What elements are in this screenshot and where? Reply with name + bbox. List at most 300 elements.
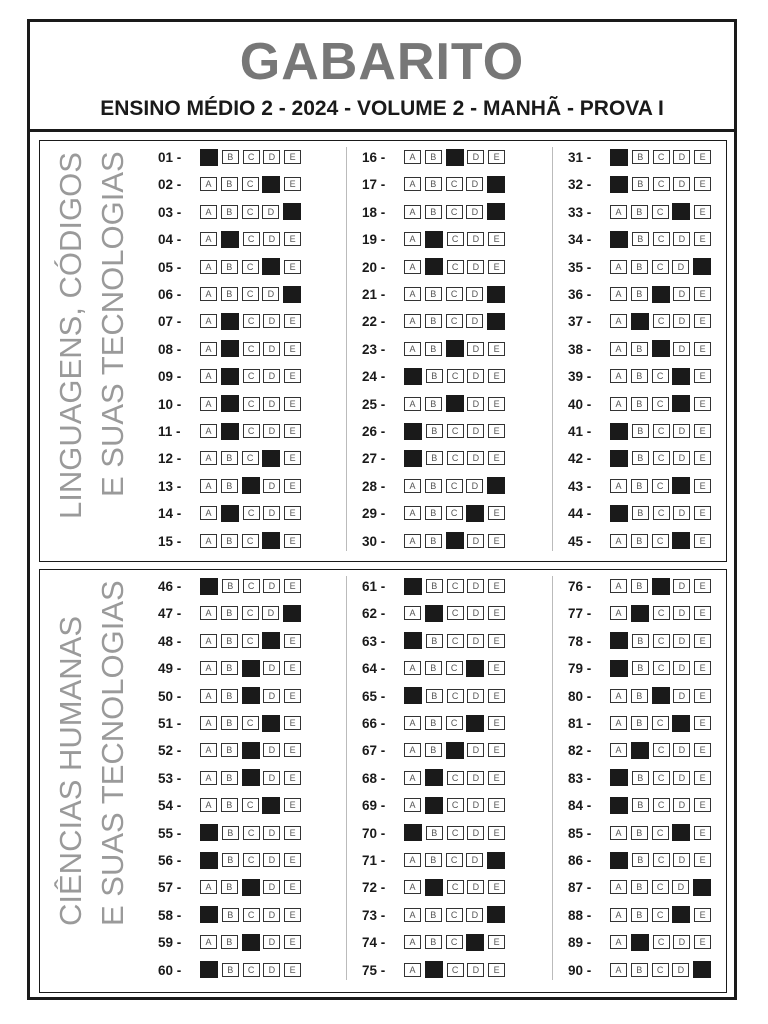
option-box: D xyxy=(466,853,483,867)
answer-options xyxy=(610,826,715,844)
option-box: A xyxy=(404,177,421,191)
option-box: C xyxy=(243,369,260,383)
question-number: 83 - xyxy=(568,770,592,786)
option-box: E xyxy=(284,479,301,493)
option-box: A xyxy=(200,798,217,812)
option-box: B xyxy=(631,579,648,593)
option-box: B xyxy=(426,451,443,465)
answer-options xyxy=(404,798,509,816)
marked-answer-box xyxy=(262,532,280,549)
marked-answer-box xyxy=(404,824,422,841)
option-box: E xyxy=(694,771,711,785)
option-box: B xyxy=(631,369,648,383)
question-number: 74 - xyxy=(362,935,386,951)
option-box: A xyxy=(404,342,421,356)
question-number: 89 - xyxy=(568,935,592,951)
option-box: A xyxy=(200,397,217,411)
option-box: B xyxy=(632,451,649,465)
option-box: A xyxy=(200,534,217,548)
option-box: A xyxy=(404,534,421,548)
option-box: B xyxy=(632,798,649,812)
option-box: C xyxy=(447,771,464,785)
option-box: A xyxy=(404,880,421,894)
answer-options xyxy=(200,798,305,816)
answer-options xyxy=(610,397,715,415)
option-box: D xyxy=(673,314,690,328)
option-box: B xyxy=(221,716,238,730)
option-box: B xyxy=(221,534,238,548)
option-box: B xyxy=(632,506,649,520)
answer-options xyxy=(200,634,305,652)
answer-options xyxy=(404,205,509,223)
question-number: 25 - xyxy=(362,396,386,412)
option-box: D xyxy=(466,314,483,328)
option-box: C xyxy=(653,606,670,620)
option-box: C xyxy=(447,689,464,703)
option-box: E xyxy=(694,369,711,383)
option-box: D xyxy=(263,369,280,383)
option-box: B xyxy=(221,606,238,620)
marked-answer-box xyxy=(262,258,280,275)
answer-options xyxy=(404,424,509,442)
marked-answer-box xyxy=(652,286,670,303)
option-box: C xyxy=(447,798,464,812)
option-box: B xyxy=(426,579,443,593)
answer-options xyxy=(610,232,715,250)
option-box: B xyxy=(631,205,648,219)
option-box: D xyxy=(263,908,280,922)
option-box: A xyxy=(610,369,627,383)
answer-options xyxy=(610,743,715,761)
marked-answer-box xyxy=(652,578,670,595)
question-number: 38 - xyxy=(568,341,592,357)
option-box: E xyxy=(694,743,711,757)
option-box: B xyxy=(222,853,239,867)
marked-answer-box xyxy=(672,203,690,220)
marked-answer-box xyxy=(672,477,690,494)
question-number: 15 - xyxy=(158,533,182,549)
option-box: C xyxy=(446,177,463,191)
option-box: C xyxy=(653,451,670,465)
option-box: E xyxy=(488,397,505,411)
answer-options xyxy=(404,314,509,332)
option-box: E xyxy=(694,314,711,328)
marked-answer-box xyxy=(283,605,301,622)
marked-answer-box xyxy=(262,176,280,193)
option-box: C xyxy=(446,908,463,922)
option-box: C xyxy=(243,150,260,164)
question-number: 40 - xyxy=(568,396,592,412)
question-number: 86 - xyxy=(568,853,592,868)
option-box: B xyxy=(222,963,239,977)
option-box: E xyxy=(694,287,711,301)
option-box: B xyxy=(425,534,442,548)
option-box: A xyxy=(404,150,421,164)
question-number: 81 - xyxy=(568,716,592,731)
option-box: A xyxy=(200,661,217,675)
option-box: B xyxy=(221,771,238,785)
option-box: C xyxy=(447,451,464,465)
question-number: 21 - xyxy=(362,287,386,302)
question-number: 37 - xyxy=(568,314,592,330)
option-box: D xyxy=(263,743,280,757)
option-box: B xyxy=(425,661,442,675)
option-box: A xyxy=(610,397,627,411)
answer-options xyxy=(200,232,305,250)
option-box: A xyxy=(404,716,421,730)
option-box: D xyxy=(467,689,484,703)
option-box: D xyxy=(263,689,280,703)
option-box: E xyxy=(284,826,301,840)
column-divider xyxy=(346,576,347,980)
marked-answer-box xyxy=(242,769,260,786)
option-box: E xyxy=(284,661,301,675)
option-box: C xyxy=(446,661,463,675)
option-box: C xyxy=(446,853,463,867)
section-ciencias-humanas xyxy=(39,569,727,993)
marked-answer-box xyxy=(425,769,443,786)
question-number: 17 - xyxy=(362,177,386,193)
question-number: 11 - xyxy=(158,424,181,439)
answer-options xyxy=(404,506,509,524)
section-label-line1: CIÊNCIAS HUMANAS xyxy=(53,615,88,926)
answer-options xyxy=(610,963,715,981)
option-box: A xyxy=(404,743,421,757)
option-box: A xyxy=(200,689,217,703)
marked-answer-box xyxy=(487,313,505,330)
answer-options xyxy=(200,935,305,953)
option-box: A xyxy=(404,935,421,949)
option-box: E xyxy=(488,451,505,465)
marked-answer-box xyxy=(242,742,260,759)
option-box: B xyxy=(221,451,238,465)
option-box: A xyxy=(404,853,421,867)
marked-answer-box xyxy=(446,149,464,166)
option-box: A xyxy=(200,935,217,949)
option-box: E xyxy=(284,908,301,922)
option-box: A xyxy=(200,634,217,648)
marked-answer-box xyxy=(631,605,649,622)
option-box: B xyxy=(425,853,442,867)
answer-options xyxy=(610,716,715,734)
answer-options xyxy=(610,908,715,926)
answer-options xyxy=(610,853,715,871)
option-box: A xyxy=(404,479,421,493)
option-box: D xyxy=(672,260,689,274)
option-box: D xyxy=(467,798,484,812)
marked-answer-box xyxy=(466,505,484,522)
option-box: E xyxy=(284,342,301,356)
answer-options xyxy=(200,260,305,278)
option-box: D xyxy=(263,232,280,246)
question-number: 27 - xyxy=(362,451,386,467)
question-number: 48 - xyxy=(158,633,182,649)
marked-answer-box xyxy=(693,258,711,275)
header xyxy=(30,22,734,132)
option-box: A xyxy=(610,534,627,548)
option-box: B xyxy=(426,369,443,383)
answer-options xyxy=(610,798,715,816)
question-number: 67 - xyxy=(362,743,386,759)
answer-options xyxy=(610,369,715,387)
marked-answer-box xyxy=(631,313,649,330)
option-box: C xyxy=(243,424,260,438)
question-number: 16 - xyxy=(362,150,386,165)
option-box: B xyxy=(221,205,238,219)
option-box: C xyxy=(243,853,260,867)
marked-answer-box xyxy=(262,632,280,649)
question-number: 39 - xyxy=(568,369,592,385)
question-number: 55 - xyxy=(158,825,182,841)
question-number: 42 - xyxy=(568,451,592,467)
option-box: A xyxy=(610,716,627,730)
option-box: C xyxy=(243,397,260,411)
option-box: B xyxy=(222,150,239,164)
option-box: A xyxy=(200,880,217,894)
option-box: E xyxy=(284,771,301,785)
option-box: B xyxy=(222,908,239,922)
option-box: D xyxy=(467,424,484,438)
option-box: D xyxy=(467,743,484,757)
option-box: C xyxy=(653,798,670,812)
answer-options xyxy=(200,716,305,734)
question-number: 57 - xyxy=(158,880,182,896)
answer-options xyxy=(200,689,305,707)
option-box: E xyxy=(488,232,505,246)
option-box: E xyxy=(694,935,711,949)
option-box: A xyxy=(610,606,627,620)
marked-answer-box xyxy=(487,906,505,923)
marked-answer-box xyxy=(652,340,670,357)
marked-answer-box xyxy=(610,450,628,467)
option-box: C xyxy=(653,634,670,648)
option-box: B xyxy=(425,205,442,219)
question-number: 34 - xyxy=(568,232,592,248)
option-box: C xyxy=(446,205,463,219)
marked-answer-box xyxy=(693,961,711,978)
option-box: D xyxy=(263,150,280,164)
option-box: D xyxy=(263,826,280,840)
option-box: D xyxy=(263,661,280,675)
marked-answer-box xyxy=(446,742,464,759)
marked-answer-box xyxy=(672,715,690,732)
option-box: C xyxy=(652,205,669,219)
marked-answer-box xyxy=(262,450,280,467)
marked-answer-box xyxy=(221,395,239,412)
option-box: C xyxy=(242,287,259,301)
option-box: B xyxy=(426,634,443,648)
option-box: C xyxy=(243,826,260,840)
option-box: C xyxy=(652,397,669,411)
option-box: C xyxy=(243,232,260,246)
answer-options xyxy=(404,150,509,168)
option-box: C xyxy=(652,260,669,274)
marked-answer-box xyxy=(610,660,628,677)
option-box: C xyxy=(243,314,260,328)
option-box: E xyxy=(694,689,711,703)
option-box: D xyxy=(263,771,280,785)
option-box: E xyxy=(488,369,505,383)
option-box: D xyxy=(467,606,484,620)
question-number: 28 - xyxy=(362,478,386,494)
marked-answer-box xyxy=(631,742,649,759)
option-box: A xyxy=(404,908,421,922)
answer-options xyxy=(610,287,715,305)
option-box: A xyxy=(200,451,217,465)
option-box: B xyxy=(425,342,442,356)
answer-options xyxy=(404,935,509,953)
option-box: D xyxy=(467,150,484,164)
question-number: 13 - xyxy=(158,478,182,494)
marked-answer-box xyxy=(610,231,628,248)
option-box: A xyxy=(200,479,217,493)
option-box: D xyxy=(467,771,484,785)
option-box: C xyxy=(653,424,670,438)
marked-answer-box xyxy=(262,797,280,814)
option-box: C xyxy=(447,260,464,274)
question-number: 07 - xyxy=(158,314,182,330)
option-box: C xyxy=(446,506,463,520)
option-box: A xyxy=(610,689,627,703)
option-box: D xyxy=(673,743,690,757)
option-box: E xyxy=(694,424,711,438)
option-box: B xyxy=(425,150,442,164)
option-box: E xyxy=(694,534,711,548)
answer-options xyxy=(404,606,509,624)
option-box: A xyxy=(200,606,217,620)
option-box: E xyxy=(488,506,505,520)
option-box: A xyxy=(610,826,627,840)
answer-options xyxy=(404,689,509,707)
marked-answer-box xyxy=(487,203,505,220)
option-box: E xyxy=(284,397,301,411)
option-box: A xyxy=(404,798,421,812)
option-box: C xyxy=(652,479,669,493)
option-box: B xyxy=(631,963,648,977)
option-box: B xyxy=(221,798,238,812)
question-number: 60 - xyxy=(158,962,182,978)
option-box: B xyxy=(426,424,443,438)
option-box: A xyxy=(200,506,217,520)
marked-answer-box xyxy=(221,423,239,440)
answer-options xyxy=(404,743,509,761)
question-number: 30 - xyxy=(362,533,386,549)
option-box: B xyxy=(631,534,648,548)
option-box: B xyxy=(631,826,648,840)
marked-answer-box xyxy=(446,395,464,412)
answer-options xyxy=(200,880,305,898)
answer-options xyxy=(200,150,305,168)
answer-options xyxy=(610,424,715,442)
option-box: A xyxy=(404,260,421,274)
option-box: D xyxy=(673,853,690,867)
option-box: C xyxy=(243,963,260,977)
option-box: C xyxy=(653,743,670,757)
option-box: C xyxy=(652,963,669,977)
section-label xyxy=(40,141,150,561)
option-box: A xyxy=(200,369,217,383)
question-number: 78 - xyxy=(568,633,592,649)
option-box: E xyxy=(488,424,505,438)
option-box: D xyxy=(262,205,279,219)
option-box: B xyxy=(425,314,442,328)
option-box: D xyxy=(263,963,280,977)
marked-answer-box xyxy=(242,934,260,951)
option-box: E xyxy=(694,798,711,812)
option-box: B xyxy=(222,826,239,840)
section-linguagens xyxy=(39,140,727,562)
option-box: A xyxy=(610,963,627,977)
marked-answer-box xyxy=(425,258,443,275)
option-box: B xyxy=(425,716,442,730)
option-box: E xyxy=(694,661,711,675)
option-box: E xyxy=(284,853,301,867)
option-box: D xyxy=(466,908,483,922)
marked-answer-box xyxy=(200,824,218,841)
marked-answer-box xyxy=(242,660,260,677)
marked-answer-box xyxy=(242,477,260,494)
marked-answer-box xyxy=(672,368,690,385)
answer-options xyxy=(200,826,305,844)
question-number: 52 - xyxy=(158,743,182,759)
option-box: E xyxy=(694,397,711,411)
marked-answer-box xyxy=(283,286,301,303)
option-box: E xyxy=(284,880,301,894)
option-box: E xyxy=(488,798,505,812)
answer-options xyxy=(200,451,305,469)
answer-options xyxy=(404,963,509,981)
option-box: D xyxy=(673,798,690,812)
answer-options xyxy=(610,451,715,469)
option-box: E xyxy=(488,579,505,593)
option-box: E xyxy=(488,534,505,548)
option-box: A xyxy=(200,716,217,730)
question-number: 05 - xyxy=(158,259,182,275)
question-number: 56 - xyxy=(158,853,182,868)
marked-answer-box xyxy=(425,961,443,978)
answer-options xyxy=(200,579,305,597)
option-box: B xyxy=(631,880,648,894)
question-number: 06 - xyxy=(158,287,182,302)
answer-options xyxy=(404,177,509,195)
option-box: B xyxy=(631,397,648,411)
answer-options xyxy=(404,534,509,552)
section-label-line2: E SUAS TECNOLOGIAS xyxy=(95,151,130,497)
option-box: E xyxy=(488,743,505,757)
option-box: C xyxy=(243,579,260,593)
question-number: 08 - xyxy=(158,341,182,357)
question-number: 14 - xyxy=(158,506,182,522)
option-box: C xyxy=(447,826,464,840)
option-box: D xyxy=(263,579,280,593)
option-box: A xyxy=(610,935,627,949)
option-box: D xyxy=(673,232,690,246)
question-number: 54 - xyxy=(158,798,182,814)
marked-answer-box xyxy=(631,934,649,951)
answer-options xyxy=(404,634,509,652)
question-number: 90 - xyxy=(568,962,592,978)
option-box: C xyxy=(652,826,669,840)
marked-answer-box xyxy=(425,605,443,622)
option-box: C xyxy=(652,534,669,548)
question-number: 10 - xyxy=(158,396,182,412)
question-number: 70 - xyxy=(362,825,386,841)
marked-answer-box xyxy=(221,340,239,357)
option-box: E xyxy=(694,853,711,867)
option-box: B xyxy=(632,177,649,191)
option-box: D xyxy=(263,853,280,867)
marked-answer-box xyxy=(610,505,628,522)
